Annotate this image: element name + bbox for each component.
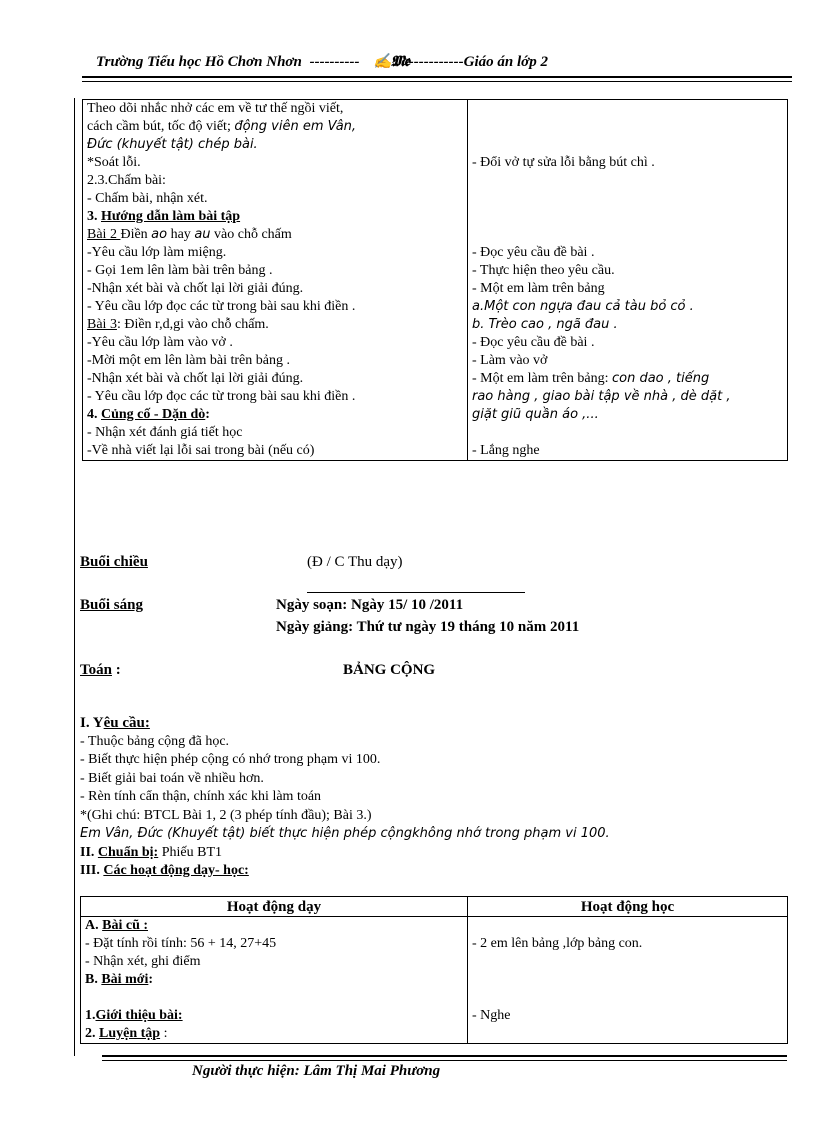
section-heading: I. Yêu cầu:	[80, 715, 150, 731]
subject: Toán :	[80, 662, 121, 678]
preparation: II. Chuẩn bị: Phiếu BT1	[80, 844, 222, 860]
afternoon-note: (Đ / C Thu dạy)	[307, 554, 403, 570]
school-name: Trường Tiểu học Hồ Chơn Nhơn	[96, 54, 302, 70]
text-line: a.Một con ngựa đau cả tàu bỏ cỏ .	[472, 299, 694, 314]
text-line: - Một em làm trên bảng: con dao , tiếng	[472, 371, 710, 386]
student-column	[468, 917, 788, 1044]
text-line: - Nhận xét đánh giá tiết học	[87, 425, 243, 440]
text-line: -Mời một em lên làm bài trên bảng .	[87, 353, 290, 368]
section-heading: A. Bài cũ :	[85, 918, 149, 933]
left-margin-line	[74, 98, 75, 1056]
text-line: - Một em làm trên bảng	[472, 281, 605, 296]
text-line: cách cầm bút, tốc độ viết; động viên em Vân,	[87, 119, 357, 134]
header-dashes: ----------	[309, 54, 360, 70]
text-line: rao hàng , giao bài tập về nhà , dè dặt ,	[472, 389, 731, 404]
text-line: Theo dõi nhắc nhở các em về tư thế ngồi viết,	[87, 101, 344, 116]
header-rule	[82, 76, 792, 78]
text-line: 2.3.Chấm bài:	[87, 173, 166, 188]
teacher-column	[81, 917, 468, 1044]
page-header	[96, 52, 796, 71]
text-line: giặt giũ quần áo ,...	[472, 407, 599, 422]
morning-label: Buổi sáng	[80, 597, 143, 613]
text-line: - Thực hiện theo yêu cầu.	[472, 263, 615, 278]
text-line: - Đổi vở tự sửa lỗi bằng bút chì .	[472, 155, 655, 170]
text-line: - Yêu cầu lớp đọc các từ trong bài sau khi điền .	[87, 299, 356, 314]
section-heading: B. Bài mới:	[85, 972, 154, 987]
text-line: Đức (khuyết tật) chép bài.	[87, 137, 258, 152]
text-line: - Chấm bài, nhận xét.	[87, 191, 208, 206]
separator-line	[307, 592, 525, 593]
text-line: *(Ghi chú: BTCL Bài 1, 2 (3 phép tính đầu); Bài 3.)	[80, 807, 372, 823]
header-rule-thin	[82, 81, 792, 82]
column-header-student: Hoạt động học	[468, 897, 788, 917]
text-line: -Nhận xét bài và chốt lại lời giải đúng.	[87, 371, 304, 386]
text-line: - Đặt tính rồi tính: 56 + 14, 27+45	[85, 936, 277, 951]
text-line: -Yêu cầu lớp làm vào vở .	[87, 335, 233, 350]
activities-table	[80, 896, 788, 1044]
section-heading: 4. Củng cố - Dặn dò:	[87, 407, 210, 422]
text-line: - Yêu cầu lớp đọc các từ trong bài sau khi điền .	[87, 389, 356, 404]
page-footer: Người thực hiện: Lâm Thị Mai Phương	[192, 1063, 441, 1079]
column-header-teacher: Hoạt động dạy	[81, 897, 468, 917]
prep-date: Ngày soạn: Ngày 15/ 10 /2011	[276, 597, 464, 613]
grade-label: -----------Giáo án lớp 2	[408, 54, 548, 70]
section-heading: 1.Giới thiệu bài:	[85, 1008, 183, 1023]
text-line: - Thuộc bảng cộng đã học.	[80, 733, 230, 749]
text-line: - Lắng nghe	[472, 443, 540, 458]
text-line: -Nhận xét bài và chốt lại lời giải đúng.	[87, 281, 304, 296]
activities-table-continued	[82, 99, 788, 461]
text-line: - Đọc yêu cầu đề bài .	[472, 335, 595, 350]
teacher-column	[83, 100, 468, 461]
footer-rule	[102, 1055, 787, 1057]
text-line: - Nhận xét, ghi điểm	[85, 954, 201, 969]
text-line: -Yêu cầu lớp làm miệng.	[87, 245, 227, 260]
text-line: Bài 3: Điền r,d,gi vào chỗ chấm.	[87, 317, 269, 332]
teach-date: Ngày giảng: Thứ tư ngày 19 tháng 10 năm 2011	[276, 619, 580, 635]
requirements-section	[80, 714, 780, 881]
footer-rule-thin	[102, 1060, 787, 1061]
author-logo: ✍𝕸𝖊	[373, 52, 409, 70]
lesson-title: BẢNG CỘNG	[343, 662, 436, 678]
afternoon-label: Buổi chiều	[80, 554, 148, 570]
section-heading: 3. Hướng dẫn làm bài tập	[87, 209, 241, 224]
text-line: Bài 2 Điền ao hay au vào chỗ chấm	[87, 227, 292, 242]
text-line: - 2 em lên bảng ,lớp bảng con.	[472, 936, 643, 951]
text-line: - Rèn tính cẩn thận, chính xác khi làm toán	[80, 789, 322, 804]
text-line: - Biết thực hiện phép cộng có nhớ trong phạm vi 100.	[80, 752, 381, 767]
section-heading: 2. Luyện tập :	[85, 1026, 168, 1041]
text-line: -Về nhà viết lại lỗi sai trong bài (nếu có)	[87, 443, 315, 458]
text-line: *Soát lỗi.	[87, 155, 141, 170]
text-line: - Nghe	[472, 1008, 511, 1023]
text-line: - Biết giải bai toán về nhiều hơn.	[80, 770, 264, 786]
student-column	[468, 100, 788, 461]
text-line: - Làm vào vở	[472, 353, 548, 368]
special-needs-note: Em Vân, Đức (Khuyết tật) biết thực hiện phép cộngkhông nhớ trong phạm vi 100.	[80, 826, 610, 841]
text-line: - Đọc yêu cầu đề bài .	[472, 245, 595, 260]
section-heading: III. Các hoạt động dạy- học:	[80, 863, 249, 878]
text-line: - Gọi 1em lên làm bài trên bảng .	[87, 263, 273, 278]
text-line: b. Trèo cao , ngã đau .	[472, 317, 618, 332]
